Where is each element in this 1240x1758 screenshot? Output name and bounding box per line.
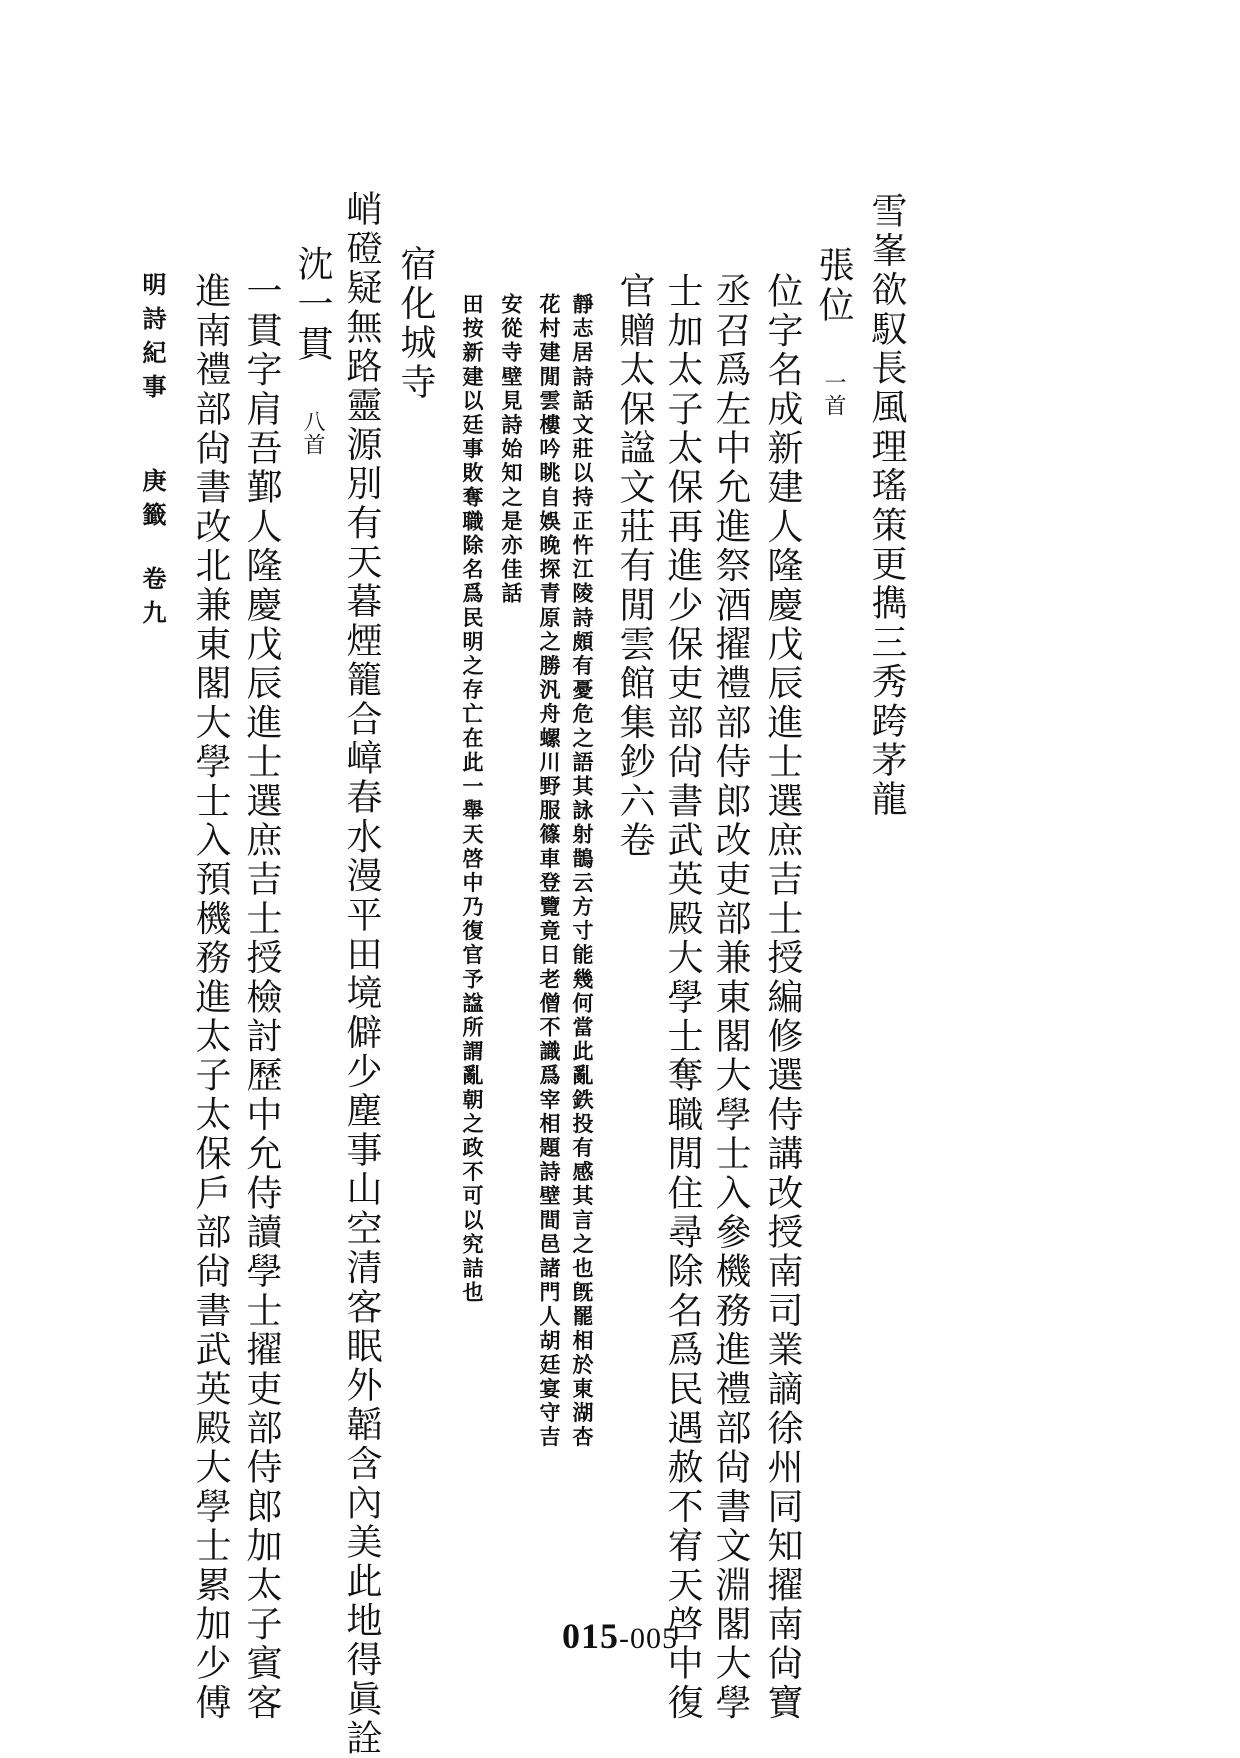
running-header [138, 272, 167, 634]
commentary-note-line-1: 靜志居詩話文莊以持正忤江陵詩頗有憂危之語其詠射鵲云方寸能幾何當此亂鉄投有感其言之也旣罷相於東湖杏 [570, 293, 595, 1450]
shen-yiguan-bio-line-1: 一貫字肩吾鄞人隆慶戊辰進士選庶吉士授檢討歷中允侍讀學士擢吏部侍郎加太子賓客 [241, 272, 282, 1723]
author-heading-shen-yiguan [292, 245, 333, 456]
zhang-wei-bio-line-1: 位字名成新建人隆慶戊辰進士選庶吉士授編修選侍講改授南司業謫徐州同知擢南尙寶 [762, 272, 803, 1723]
poem-continuation-line: 雪峯欲馭長風理瑤策更擕三秀跨茅龍 [866, 192, 907, 820]
section-label: 庚籤 [138, 468, 167, 536]
commentary-note-line-4: 田按新建以廷事敗奪職除名爲民明之存亡在此一舉天啓中乃復官予諡所謂亂朝之政不可以究詰也 [460, 293, 485, 1306]
shen-yiguan-bio-line-2: 進南禮部尙書改北兼東閣大學士入預機務進太子太保戶部尙書武英殿大學士累加少傅 [190, 272, 231, 1723]
poem-count: 一首 [821, 371, 846, 417]
author-name: 沈一貫 [292, 245, 333, 365]
author-name: 張位 [813, 246, 854, 326]
page-number-sub: -005 [619, 1622, 678, 1655]
page-number [520, 1615, 720, 1657]
commentary-note-line-3: 安從寺壁見詩始知之是亦佳話 [499, 293, 524, 607]
book-title: 明詩紀事 [138, 272, 167, 408]
zhang-wei-bio-line-2: 丞召爲左中允進祭酒擢禮部侍郎改吏部兼東閣大學士入參機務進禮部尙書文淵閣大學 [710, 272, 751, 1723]
commentary-note-line-2: 花村建閒雲樓吟眺自娛晚探青原之勝汎舟螺川野服篠車登覽竟日老僧不識爲宰相題詩壁間邑諸門人胡廷宴守吉 [537, 293, 562, 1450]
zhang-wei-bio-line-3: 士加太子太保再進少保吏部尙書武英殿大學士奪職閒住尋除名爲民遇赦不宥天啓中復 [662, 272, 703, 1723]
poem-count: 八首 [300, 410, 325, 456]
page-number-main: 015 [562, 1616, 619, 1656]
zhang-wei-bio-line-4: 官贈太保諡文莊有閒雲館集鈔六卷 [614, 272, 655, 860]
poem-body: 峭磴疑無路靈源別有天暮煙籠合嶂春水漫平田境僻少塵事山空清客眠外韜含內美此地得眞詮 [341, 190, 382, 1758]
volume-label: 卷九 [138, 566, 167, 634]
poem-title: 宿化城寺 [395, 245, 436, 402]
author-heading-zhang-wei [813, 246, 854, 446]
